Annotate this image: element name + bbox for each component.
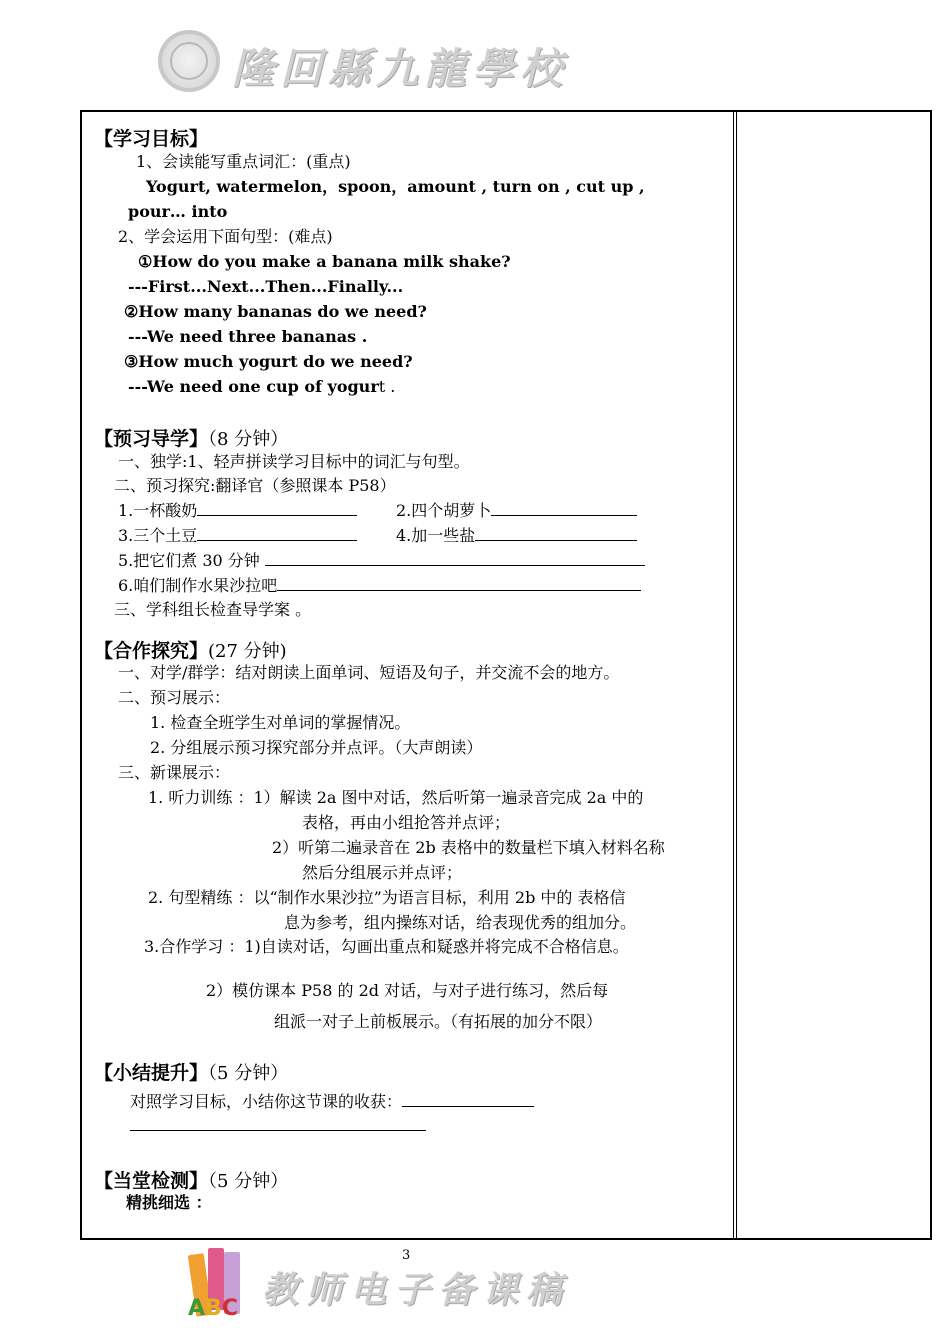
column-divider xyxy=(733,110,737,1240)
summary-blank[interactable] xyxy=(402,1092,534,1107)
header-title: 隆回縣九龍學校 xyxy=(232,44,569,93)
preview-line-2: 二、预习探究:翻译官（参照课本 P58） xyxy=(114,476,396,495)
coop-line-11: 息为参考，组内操练对话，给表现优秀的组加分。 xyxy=(284,913,637,932)
coop-line-7: 表格，再由小组抢答并点评； xyxy=(302,813,511,832)
goals-sentence-2: ②How many bananas do we need? xyxy=(124,302,427,321)
coop-line-14: 组派一对子上前板展示。（有拓展的加分不限） xyxy=(274,1012,603,1031)
coop-line-1: 一、对学/群学：结对朗读上面单词、短语及句子，并交流不会的地方。 xyxy=(118,663,620,682)
translate-item-5: 5.把它们煮 30 分钟 xyxy=(118,551,645,571)
coop-line-10: 2. 句型精练 ：以“制作水果沙拉”为语言目标，利用 2b 中的 表格信 xyxy=(148,888,626,907)
coop-line-12: 3.合作学习 ：1)自读对话，勾画出重点和疑惑并将完成不合格信息。 xyxy=(144,937,629,956)
answer-blank[interactable] xyxy=(197,501,357,516)
goals-sentence-1: ①How do you make a banana milk shake? xyxy=(138,252,511,271)
coop-heading: 【合作探究】(27 分钟) xyxy=(94,640,287,662)
test-heading: 【当堂检测】（5 分钟） xyxy=(94,1170,289,1192)
preview-line-1: 一、独学:1、轻声拼读学习目标中的词汇与句型。 xyxy=(118,452,470,471)
test-line-1: 精挑细选 ： xyxy=(126,1193,212,1212)
coop-line-6: 1. 听力训练 ：1）解读 2a 图中对话，然后听第一遍录音完成 2a 中的 xyxy=(148,788,644,807)
translate-item-1: 1.一杯酸奶 xyxy=(118,501,357,521)
goals-vocab-1: Yogurt, watermelon，spoon，amount , turn on , cut up , xyxy=(146,177,645,196)
coop-line-13: 2）模仿课本 P58 的 2d 对话，与对子进行练习，然后每 xyxy=(206,981,609,1000)
coop-line-3: 1. 检查全班学生对单词的掌握情况。 xyxy=(150,713,411,732)
translate-item-6: 6.咱们制作水果沙拉吧 xyxy=(118,576,641,596)
coop-line-5: 三、新课展示： xyxy=(118,763,231,782)
page-number: 3 xyxy=(402,1248,411,1263)
summary-heading: 【小结提升】（5 分钟） xyxy=(94,1062,289,1084)
goals-sentence-1-answer: ---First...Next...Then...Finally... xyxy=(128,277,404,296)
goals-sentence-3: ③How much yogurt do we need? xyxy=(124,352,413,371)
preview-line-3: 三、学科组长检查导学案 。 xyxy=(114,600,312,619)
answer-blank[interactable] xyxy=(491,501,637,516)
coop-line-4: 2. 分组展示预习探究部分并点评。（大声朗读） xyxy=(150,738,483,757)
goals-item-2: 2、学会运用下面句型：(难点) xyxy=(118,227,333,246)
answer-blank[interactable] xyxy=(475,526,637,541)
coop-line-9: 然后分组展示并点评； xyxy=(302,863,463,882)
answer-blank[interactable] xyxy=(265,551,645,566)
summary-blank-line[interactable] xyxy=(130,1130,426,1131)
footer-title: 教师电子备课稿 xyxy=(262,1270,571,1311)
answer-blank[interactable] xyxy=(197,526,357,541)
coop-line-8: 2）听第二遍录音在 2b 表格中的数量栏下填入材料名称 xyxy=(272,838,665,857)
translate-item-4: 4.加一些盐 xyxy=(396,526,637,546)
goals-heading: 【学习目标】 xyxy=(94,128,209,150)
summary-line-1: 对照学习目标，小结你这节课的收获： xyxy=(130,1092,534,1112)
coop-line-2: 二、预习展示： xyxy=(118,688,231,707)
translate-item-2: 2.四个胡萝卜 xyxy=(396,501,637,521)
answer-blank[interactable] xyxy=(277,576,641,591)
goals-item-1: 1、会读能写重点词汇：(重点) xyxy=(136,152,351,171)
goals-sentence-3-answer: ---We need one cup of yogurt . xyxy=(128,377,396,396)
goals-vocab-2: pour… into xyxy=(128,202,228,221)
preview-heading: 【预习导学】（8 分钟） xyxy=(94,428,289,450)
goals-sentence-2-answer: ---We need three bananas . xyxy=(128,327,368,346)
books-logo-icon: ABC xyxy=(186,1244,252,1324)
translate-item-3: 3.三个土豆 xyxy=(118,526,357,546)
